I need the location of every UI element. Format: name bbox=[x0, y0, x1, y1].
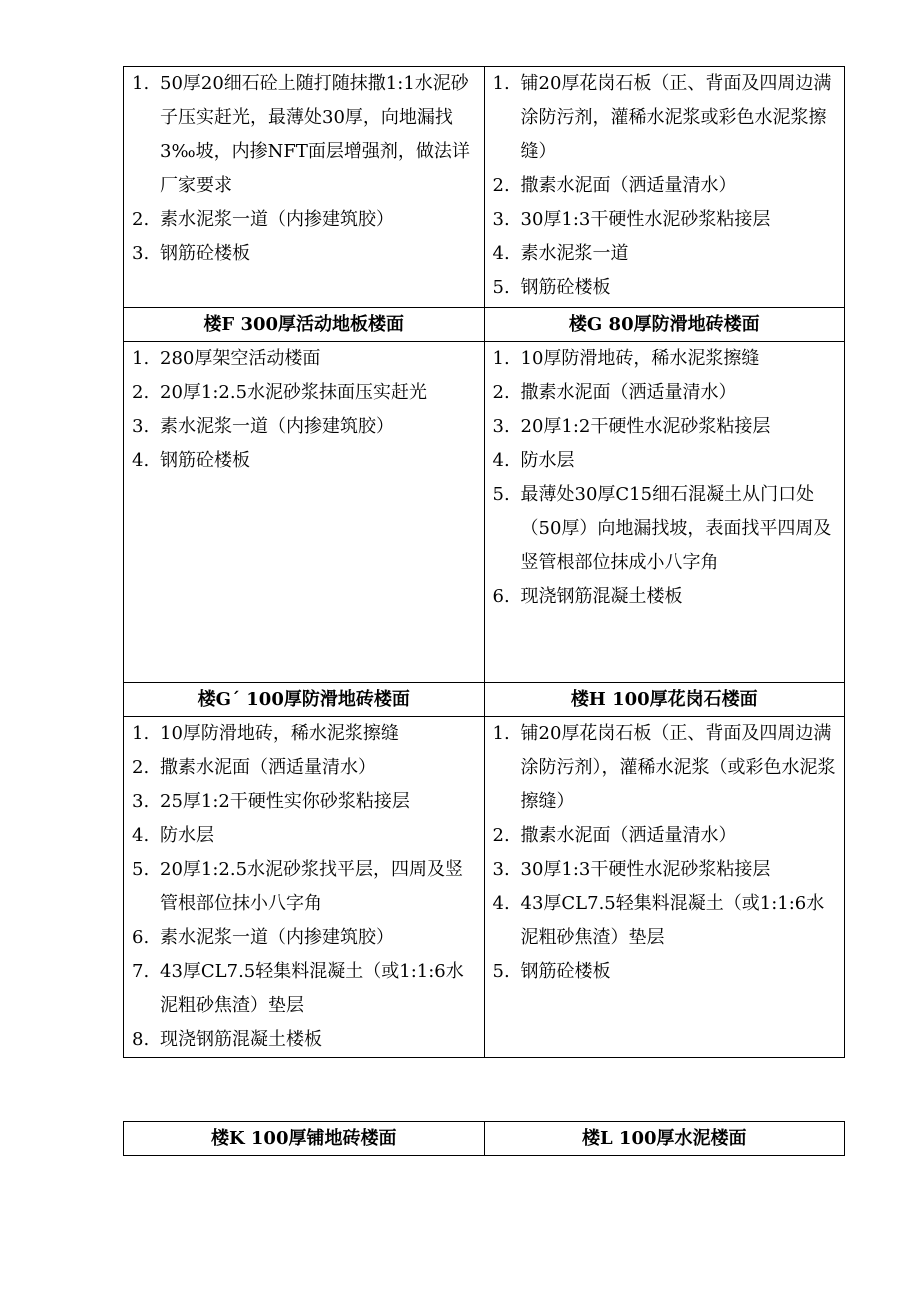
step-text: 最薄处30厚C15细石混凝土从门口处（50厚）向地漏找坡，表面找平四周及竖管根部位抹成小八字角 bbox=[520, 484, 832, 573]
table-row bbox=[124, 67, 845, 308]
step-text: 钢筋砼楼板 bbox=[520, 277, 611, 298]
step-text: 现浇钢筋混凝土楼板 bbox=[160, 1029, 322, 1050]
step-text: 撒素水泥面（洒适量清水） bbox=[160, 757, 376, 778]
list-item bbox=[124, 203, 484, 237]
list-item bbox=[124, 376, 484, 410]
list-item bbox=[485, 67, 845, 169]
spec-cell-left bbox=[124, 717, 485, 1058]
list-item bbox=[124, 819, 484, 853]
list-item bbox=[485, 376, 845, 410]
list-item bbox=[124, 921, 484, 955]
step-text: 防水层 bbox=[160, 825, 214, 846]
step-text: 钢筋砼楼板 bbox=[160, 450, 250, 471]
list-item bbox=[485, 444, 845, 478]
step-number: 4. bbox=[492, 893, 510, 914]
list-item bbox=[124, 237, 484, 271]
step-text: 素水泥浆一道（内掺建筑胶） bbox=[160, 209, 394, 230]
step-number: 1. bbox=[132, 73, 150, 94]
step-text: 280厚架空活动楼面 bbox=[160, 348, 321, 369]
list-item bbox=[485, 580, 845, 614]
step-number: 1. bbox=[492, 348, 510, 369]
step-text: 30厚1:3干硬性水泥砂浆粘接层 bbox=[520, 209, 771, 230]
step-text: 钢筋砼楼板 bbox=[520, 961, 611, 982]
list-item bbox=[485, 410, 845, 444]
step-number: 5. bbox=[492, 484, 510, 505]
step-number: 1. bbox=[132, 348, 150, 369]
step-text: 钢筋砼楼板 bbox=[160, 243, 250, 264]
spec-cell-left bbox=[124, 67, 485, 308]
table-row bbox=[124, 717, 845, 1058]
step-number: 7. bbox=[132, 961, 150, 982]
step-list bbox=[485, 717, 845, 989]
step-number: 3. bbox=[492, 416, 510, 437]
step-number: 4. bbox=[132, 450, 150, 471]
step-list bbox=[485, 67, 845, 305]
step-number: 3. bbox=[492, 209, 510, 230]
list-item bbox=[485, 887, 845, 955]
step-number: 5. bbox=[492, 277, 510, 298]
step-number: 6. bbox=[492, 586, 510, 607]
section-title-left: 楼F 300厚活动地板楼面 bbox=[124, 308, 485, 342]
step-number: 4. bbox=[492, 450, 510, 471]
list-item bbox=[485, 478, 845, 580]
list-item bbox=[124, 67, 484, 203]
step-list bbox=[124, 717, 484, 1057]
step-number: 3. bbox=[132, 416, 150, 437]
step-text: 撒素水泥面（洒适量清水） bbox=[520, 175, 737, 196]
table-row bbox=[124, 342, 845, 683]
floor-spec-table-bottom bbox=[123, 1121, 845, 1156]
step-number: 2. bbox=[492, 382, 510, 403]
step-text: 铺20厚花岗石板（正、背面及四周边满涂防污剂），灌稀水泥浆（或彩色水泥浆擦缝） bbox=[520, 723, 836, 812]
step-number: 2. bbox=[132, 757, 150, 778]
step-text: 防水层 bbox=[520, 450, 575, 471]
section-title-right: 楼L 100厚水泥楼面 bbox=[484, 1122, 845, 1156]
spec-cell-right bbox=[484, 717, 845, 1058]
step-text: 43厚CL7.5轻集料混凝土（或1:1:6水泥粗砂焦渣）垫层 bbox=[520, 893, 825, 948]
step-text: 撒素水泥面（洒适量清水） bbox=[520, 382, 737, 403]
table-header-row bbox=[124, 683, 845, 717]
step-text: 20厚1:2.5水泥砂浆抹面压实赶光 bbox=[160, 382, 428, 403]
list-item bbox=[485, 237, 845, 271]
step-list bbox=[124, 67, 484, 271]
table-header-row bbox=[124, 1122, 845, 1156]
floor-spec-table bbox=[123, 66, 845, 1058]
list-item bbox=[485, 853, 845, 887]
list-item bbox=[485, 169, 845, 203]
spec-cell-right bbox=[484, 67, 845, 308]
list-item bbox=[124, 342, 484, 376]
step-text: 10厚防滑地砖，稀水泥浆擦缝 bbox=[520, 348, 760, 369]
step-text: 10厚防滑地砖，稀水泥浆擦缝 bbox=[160, 723, 399, 744]
step-number: 2. bbox=[492, 825, 510, 846]
spec-cell-left bbox=[124, 342, 485, 683]
list-item bbox=[485, 819, 845, 853]
step-number: 4. bbox=[132, 825, 150, 846]
section-title-right: 楼H 100厚花岗石楼面 bbox=[484, 683, 845, 717]
list-item bbox=[485, 717, 845, 819]
step-number: 1. bbox=[132, 723, 150, 744]
list-item bbox=[485, 955, 845, 989]
step-number: 8. bbox=[132, 1029, 150, 1050]
list-item bbox=[485, 271, 845, 305]
list-item bbox=[124, 751, 484, 785]
step-text: 20厚1:2.5水泥砂浆找平层，四周及竖管根部位抹小八字角 bbox=[160, 859, 464, 914]
step-number: 6. bbox=[132, 927, 150, 948]
step-number: 2. bbox=[132, 209, 150, 230]
step-text: 43厚CL7.5轻集料混凝土（或1:1:6水泥粗砂焦渣）垫层 bbox=[160, 961, 464, 1016]
step-text: 素水泥浆一道（内掺建筑胶） bbox=[160, 416, 394, 437]
step-text: 素水泥浆一道 bbox=[520, 243, 629, 264]
step-list bbox=[124, 342, 484, 478]
step-number: 3. bbox=[492, 859, 510, 880]
list-item bbox=[485, 203, 845, 237]
section-title-right: 楼G 80厚防滑地砖楼面 bbox=[484, 308, 845, 342]
step-text: 20厚1:2干硬性水泥砂浆粘接层 bbox=[520, 416, 771, 437]
spec-cell-right bbox=[484, 342, 845, 683]
step-number: 2. bbox=[492, 175, 510, 196]
table-header-row bbox=[124, 308, 845, 342]
step-text: 现浇钢筋混凝土楼板 bbox=[520, 586, 683, 607]
step-number: 3. bbox=[132, 243, 150, 264]
step-number: 1. bbox=[492, 73, 510, 94]
step-text: 撒素水泥面（洒适量清水） bbox=[520, 825, 737, 846]
list-item bbox=[124, 785, 484, 819]
list-item bbox=[124, 853, 484, 921]
step-number: 1. bbox=[492, 723, 510, 744]
step-text: 30厚1:3干硬性水泥砂浆粘接层 bbox=[520, 859, 771, 880]
step-text: 铺20厚花岗石板（正、背面及四周边满涂防污剂，灌稀水泥浆或彩色水泥浆擦缝） bbox=[520, 73, 832, 162]
step-number: 2. bbox=[132, 382, 150, 403]
list-item bbox=[485, 342, 845, 376]
step-text: 50厚20细石砼上随打随抹撒1:1水泥砂子压实赶光，最薄处30厚，向地漏找3‰坡，内掺NFT面层增强剂，做法详厂家要求 bbox=[160, 73, 470, 196]
list-item bbox=[124, 717, 484, 751]
step-text: 25厚1:2干硬性实你砂浆粘接层 bbox=[160, 791, 410, 812]
step-number: 5. bbox=[492, 961, 510, 982]
step-number: 4. bbox=[492, 243, 510, 264]
list-item bbox=[124, 444, 484, 478]
section-title-left: 楼G´ 100厚防滑地砖楼面 bbox=[124, 683, 485, 717]
list-item bbox=[124, 1023, 484, 1057]
section-title-left: 楼K 100厚铺地砖楼面 bbox=[124, 1122, 485, 1156]
list-item bbox=[124, 410, 484, 444]
step-number: 5. bbox=[132, 859, 150, 880]
list-item bbox=[124, 955, 484, 1023]
step-list bbox=[485, 342, 845, 614]
step-number: 3. bbox=[132, 791, 150, 812]
step-text: 素水泥浆一道（内掺建筑胶） bbox=[160, 927, 394, 948]
